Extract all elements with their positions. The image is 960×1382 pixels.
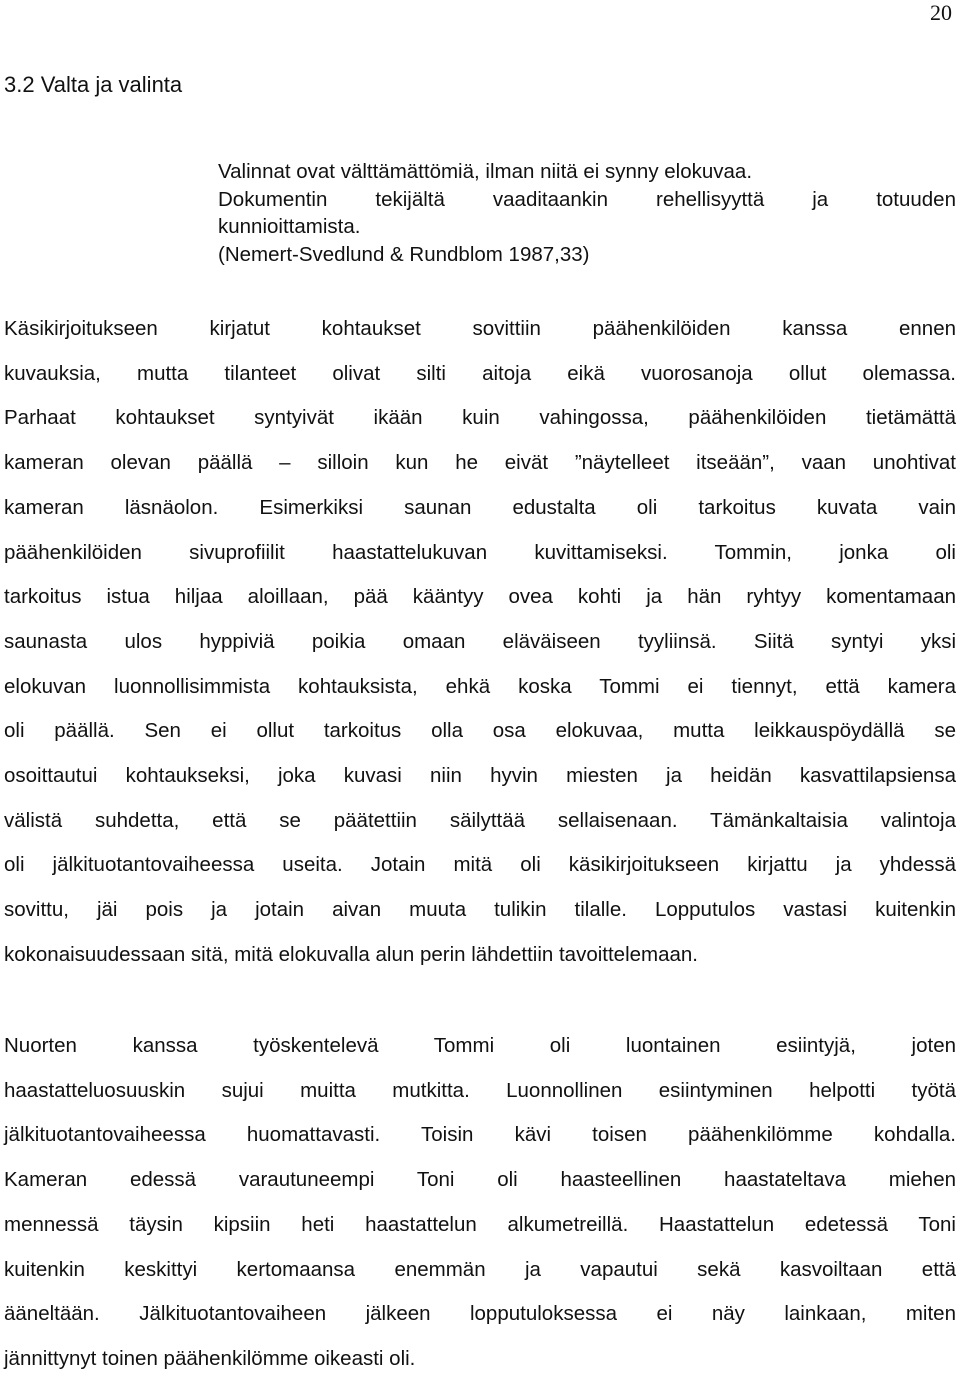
paragraph-line: oli päällä. Sen ei ollut tarkoitus olla osa elokuvaa, mutta leikkauspöydällä se (4, 719, 956, 743)
paragraph-line: oli jälkituotantovaiheessa useita. Jotain mitä oli käsikirjoitukseen kirjattu ja yhdessä (4, 853, 956, 877)
paragraph-line: kameran läsnäolon. Esimerkiksi saunan edustalta oli tarkoitus kuvata vain (4, 495, 956, 519)
paragraph-line: päähenkilöiden sivuprofiilit haastattelukuvan kuvittamiseksi. Tommin, jonka oli (4, 540, 956, 564)
section-heading: 3.2 Valta ja valinta (4, 72, 183, 97)
quote-line: kunnioittamista. (218, 215, 361, 238)
paragraph-line: välistä suhdetta, että se päätettiin säilyttää sellaisenaan. Tämänkaltaisia valintoja (4, 808, 956, 832)
paragraph-line: saunasta ulos hyppiviä poikia omaan eläväiseen tyyliinsä. Siitä syntyi yksi (4, 629, 956, 653)
quote-citation: (Nemert-Svedlund & Rundblom 1987,33) (218, 242, 590, 266)
quote-line: Dokumentin tekijältä vaaditaankin rehellisyyttä ja totuuden (218, 187, 956, 211)
paragraph-line: sovittu, jäi pois ja jotain aivan muuta tulikin tilalle. Lopputulos vastasi kuitenkin (4, 898, 956, 922)
quote-line: Valinnat ovat välttämättömiä, ilman niitä ei synny elokuvaa. (218, 160, 753, 183)
paragraph-line: osoittautui kohtaukseksi, joka kuvasi niin hyvin miesten ja heidän kasvattilapsiensa (4, 764, 956, 788)
body-paragraph (4, 307, 956, 978)
paragraph-line: mennessä täysin kipsiin heti haastattelun alkumetreillä. Haastattelun edetessä Toni (4, 1212, 956, 1236)
page-number: 20 (930, 0, 952, 25)
body-paragraph (4, 1024, 956, 1382)
paragraph-line: kuvauksia, mutta tilanteet olivat silti aitoja eikä vuorosanoja ollut olemassa. (4, 361, 956, 385)
paragraph-line: haastatteluosuuskin sujui muitta mutkitta. Luonnollinen esiintyminen helpotti työtä (4, 1078, 956, 1102)
paragraph-line: Käsikirjoitukseen kirjatut kohtaukset sovittiin päähenkilöiden kanssa ennen (4, 317, 956, 340)
block-quote (218, 158, 956, 268)
paragraph-line: kameran olevan päällä – silloin kun he eivät ”näytelleet itseään”, vaan unohtivat (4, 451, 956, 475)
paragraph-line: kokonaisuudessaan sitä, mitä elokuvalla alun perin lähdettiin tavoittelemaan. (4, 942, 699, 966)
paragraph-line: Kameran edessä varautuneempi Toni oli haasteellinen haastateltava miehen (4, 1168, 956, 1192)
paragraph-line: Nuorten kanssa työskentelevä Tommi oli luontainen esiintyjä, joten (4, 1034, 956, 1057)
paragraph-line: tarkoitus istua hiljaa aloillaan, pää kääntyy ovea kohti ja hän ryhtyy komentamaan (4, 585, 956, 609)
paragraph-line: jännittynyt toinen päähenkilömme oikeasti oli. (4, 1346, 416, 1370)
paragraph-line: jälkituotantovaiheessa huomattavasti. Toisin kävi toisen päähenkilömme kohdalla. (4, 1123, 956, 1147)
paragraph-line: kuitenkin keskittyi kertomaansa enemmän ja vapautui sekä kasvoiltaan että (4, 1257, 956, 1281)
paragraph-line: Parhaat kohtaukset syntyivät ikään kuin vahingossa, päähenkilöiden tietämättä (4, 406, 956, 430)
paragraph-line: ääneltään. Jälkituotantovaiheen jälkeen lopputuloksessa ei näy lainkaan, miten (4, 1302, 956, 1326)
paragraph-line: elokuvan luonnollisimmista kohtauksista, ehkä koska Tommi ei tiennyt, että kamera (4, 674, 956, 698)
